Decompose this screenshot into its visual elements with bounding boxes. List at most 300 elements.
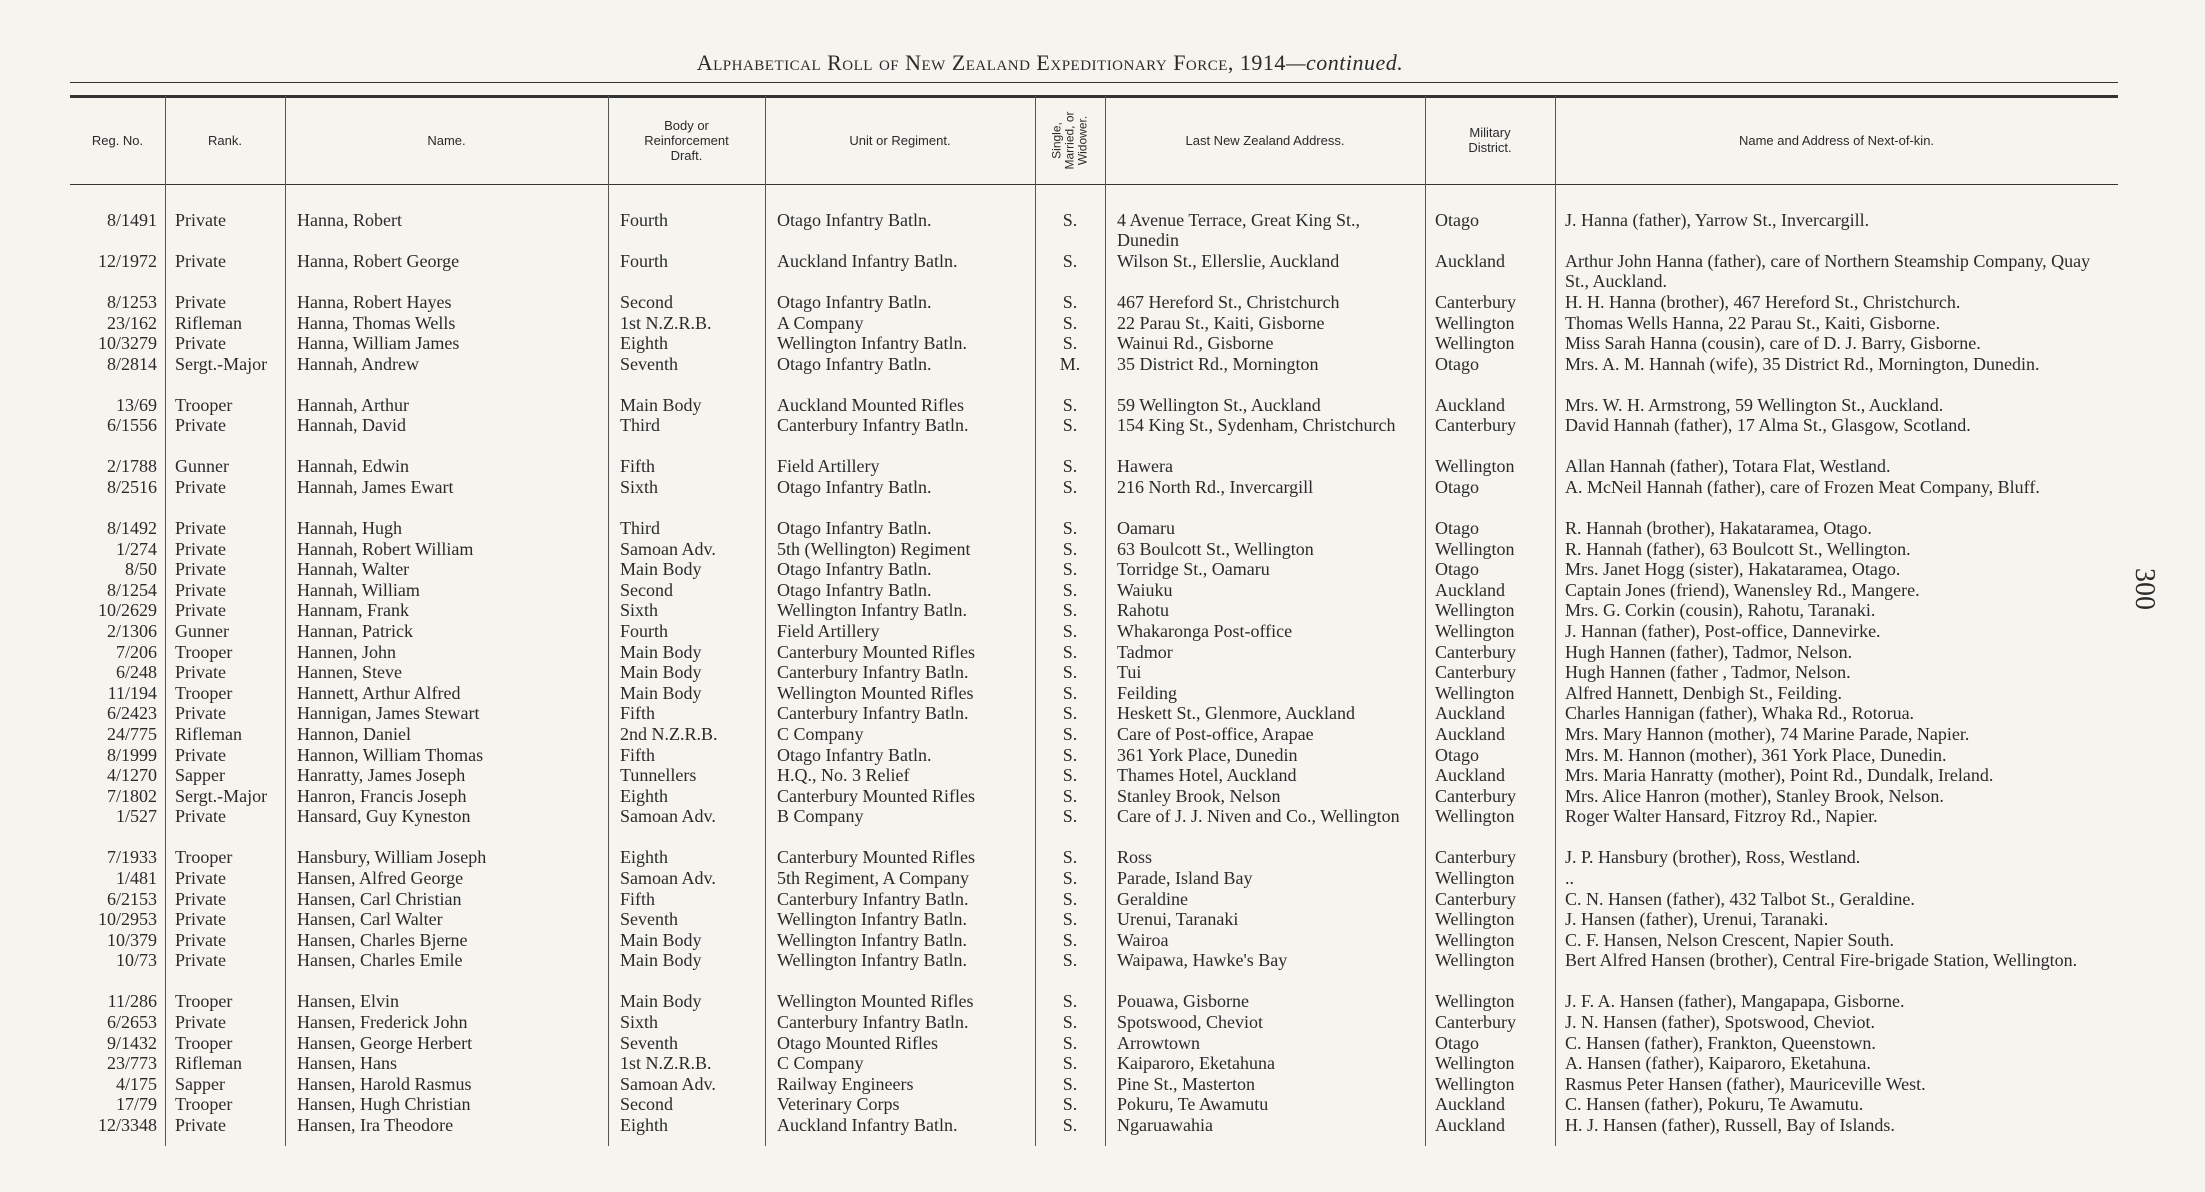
- cell-district: Wellington: [1435, 1053, 1515, 1074]
- cell-body: Eighth: [620, 1115, 668, 1135]
- cell-status: S.: [1062, 785, 1078, 806]
- cell-address: Pokuru, Te Awamutu: [1117, 1094, 1269, 1115]
- cell-body: Second: [620, 579, 673, 600]
- cell-district: Wellington: [1435, 1073, 1515, 1094]
- cell-body: Main Body: [620, 641, 702, 662]
- cell-body: Eighth: [620, 847, 668, 868]
- cell-address: 59 Wellington St., Auckland: [1117, 394, 1321, 415]
- cell-district: Canterbury: [1435, 415, 1516, 436]
- cell-unit: Wellington Infantry Batln.: [777, 929, 968, 950]
- cell-body: Main Body: [620, 950, 702, 971]
- header-status: Single, Married, or Widower.: [1049, 110, 1090, 170]
- cell-reg-no: 11/286: [107, 991, 157, 1012]
- cell-kin: Hugh Hannen (father), Tadmor, Nelson.: [1565, 641, 1853, 662]
- cell-rank: Trooper: [175, 1032, 233, 1053]
- cell-name: Hannah, William: [297, 579, 420, 600]
- cell-district: Otago: [1435, 210, 1479, 230]
- cell-address: 154 King St., Sydenham, Christchurch: [1117, 415, 1396, 436]
- cell-name: Hanratty, James Joseph: [297, 765, 466, 786]
- cell-name: Hanron, Francis Joseph: [297, 785, 467, 806]
- cell-district: Wellington: [1435, 991, 1515, 1012]
- cell-unit: Otago Infantry Batln.: [777, 518, 932, 538]
- cell-status: S.: [1062, 415, 1078, 436]
- cell-address: Whakaronga Post-office: [1117, 621, 1293, 641]
- header-unit: Unit or Regiment.: [849, 132, 951, 148]
- cell-district: Wellington: [1435, 806, 1515, 827]
- table-header: [70, 96, 2118, 185]
- cell-name: Hannah, Hugh: [297, 518, 402, 538]
- cell-rank: Trooper: [175, 847, 233, 868]
- cell-reg-no: 6/1556: [106, 415, 157, 436]
- cell-rank: Gunner: [175, 621, 229, 641]
- cell-reg-no: 8/1254: [106, 579, 157, 600]
- cell-reg-no: 9/1432: [106, 1032, 157, 1053]
- cell-unit: Otago Infantry Batln.: [777, 744, 932, 765]
- cell-reg-no: 10/2629: [97, 600, 157, 621]
- cell-kin: H. H. Hanna (brother), 467 Hereford St., Christchurch.: [1565, 292, 1961, 312]
- cell-reg-no: 8/50: [124, 559, 157, 580]
- cell-reg-no: 7/1933: [106, 847, 157, 868]
- cell-rank: Private: [175, 600, 226, 621]
- cell-reg-no: 10/3279: [97, 333, 157, 354]
- cell-name: Hannan, Patrick: [297, 621, 413, 641]
- cell-address: Ross: [1117, 847, 1153, 868]
- cell-reg-no: 8/2516: [106, 477, 157, 497]
- cell-unit: Canterbury Infantry Batln.: [777, 703, 969, 724]
- cell-reg-no: 1/527: [115, 806, 157, 827]
- cell-status: S.: [1062, 888, 1078, 909]
- cell-district: Wellington: [1435, 621, 1515, 641]
- cell-address: Waiuku: [1117, 579, 1173, 600]
- cell-address: 216 North Rd., Invercargill: [1117, 477, 1314, 497]
- cell-unit: Wellington Mounted Rifles: [777, 991, 974, 1012]
- cell-address: Stanley Brook, Nelson: [1117, 785, 1281, 806]
- title-continued: —continued.: [1285, 50, 1404, 75]
- cell-reg-no: 6/2153: [106, 888, 157, 909]
- cell-reg-no: 6/248: [115, 662, 157, 683]
- cell-name: Hannett, Arthur Alfred: [297, 682, 461, 703]
- cell-reg-no: 1/481: [115, 868, 157, 888]
- cell-district: Canterbury: [1435, 888, 1516, 909]
- cell-reg-no: 8/1253: [106, 292, 157, 312]
- cell-kin: A. Hansen (father), Kaiparoro, Eketahuna.: [1565, 1053, 1871, 1074]
- cell-name: Hansen, Elvin: [297, 991, 399, 1012]
- column-rule: [608, 96, 609, 1146]
- page-title: [0, 50, 2100, 76]
- cell-kin: David Hannah (father), 17 Alma St., Glasgow, Scotland.: [1565, 415, 1971, 436]
- cell-kin: J. Hansen (father), Urenui, Taranaki.: [1565, 909, 1829, 930]
- cell-kin: ..: [1565, 868, 1574, 888]
- cell-body: 2nd N.Z.R.B.: [620, 724, 718, 744]
- cell-status: S.: [1062, 847, 1078, 868]
- cell-name: Hanna, Robert Hayes: [297, 292, 452, 312]
- cell-body: Third: [620, 415, 660, 436]
- cell-rank: Private: [175, 415, 226, 436]
- cell-unit: Railway Engineers: [777, 1073, 914, 1094]
- cell-kin: Thomas Wells Hanna, 22 Parau St., Kaiti, Gisborne.: [1565, 312, 1941, 333]
- cell-status: S.: [1062, 477, 1078, 497]
- cell-rank: Private: [175, 251, 226, 271]
- cell-body: Main Body: [620, 662, 702, 683]
- cell-name: Hannon, William Thomas: [297, 744, 484, 765]
- cell-body: Sixth: [620, 477, 659, 497]
- cell-name: Hansen, Carl Walter: [297, 909, 443, 930]
- cell-unit: Wellington Infantry Batln.: [777, 600, 968, 621]
- cell-kin: R. Hannah (brother), Hakataramea, Otago.: [1565, 518, 1872, 538]
- cell-kin: Mrs. Janet Hogg (sister), Hakataramea, Otago.: [1565, 559, 1901, 580]
- cell-reg-no: 1/274: [115, 538, 157, 559]
- cell-status: S.: [1062, 1073, 1078, 1094]
- cell-address: Pouawa, Gisborne: [1117, 991, 1249, 1012]
- cell-rank: Private: [175, 744, 226, 765]
- cell-body: Main Body: [620, 991, 702, 1012]
- cell-body: Samoan Adv.: [620, 868, 716, 888]
- cell-unit: Canterbury Infantry Batln.: [777, 415, 969, 436]
- header-name: Name.: [427, 132, 466, 148]
- cell-body: Eighth: [620, 333, 668, 354]
- cell-rank: Private: [175, 806, 226, 827]
- cell-reg-no: 12/3348: [97, 1115, 157, 1135]
- cell-body: Second: [620, 292, 673, 312]
- cell-reg-no: 10/379: [106, 929, 157, 950]
- cell-district: Otago: [1435, 1032, 1479, 1053]
- cell-reg-no: 11/194: [107, 682, 157, 703]
- cell-status: S.: [1062, 909, 1078, 930]
- cell-body: Fifth: [620, 703, 656, 724]
- cell-address: Rahotu: [1117, 600, 1169, 621]
- cell-unit: Canterbury Mounted Rifles: [777, 641, 975, 662]
- cell-address: Care of Post-office, Arapae: [1117, 724, 1314, 744]
- cell-address: 35 District Rd., Mornington: [1117, 353, 1319, 374]
- cell-reg-no: 6/2653: [106, 1012, 157, 1032]
- cell-reg-no: 7/1802: [106, 785, 157, 806]
- cell-name: Hansen, Frederick John: [297, 1012, 468, 1032]
- cell-district: Canterbury: [1435, 847, 1516, 868]
- cell-district: Wellington: [1435, 333, 1515, 354]
- cell-reg-no: 23/773: [106, 1053, 157, 1074]
- cell-address: Urenui, Taranaki: [1117, 909, 1239, 930]
- header-address: Last New Zealand Address.: [1185, 132, 1345, 148]
- cell-address: Oamaru: [1117, 518, 1175, 538]
- cell-unit: C Company: [777, 724, 864, 744]
- cell-status: S.: [1062, 991, 1078, 1012]
- cell-address: Feilding: [1117, 682, 1178, 703]
- cell-rank: Trooper: [175, 394, 233, 415]
- cell-reg-no: 7/206: [115, 641, 157, 662]
- column-rule: [285, 96, 286, 1146]
- cell-reg-no: 6/2423: [106, 703, 157, 724]
- cell-rank: Gunner: [175, 456, 229, 477]
- cell-body: Samoan Adv.: [620, 538, 716, 559]
- cell-unit: Field Artillery: [777, 621, 880, 641]
- cell-name: Hansen, Ira Theodore: [297, 1115, 454, 1135]
- cell-name: Hannah, David: [297, 415, 406, 436]
- cell-district: Wellington: [1435, 868, 1515, 888]
- cell-kin: Captain Jones (friend), Wanensley Rd., Mangere.: [1565, 579, 1920, 600]
- cell-name: Hannah, Robert William: [297, 538, 474, 559]
- cell-status: S.: [1062, 579, 1078, 600]
- cell-status: S.: [1062, 559, 1078, 580]
- cell-kin: Mrs. Alice Hanron (mother), Stanley Brook, Nelson.: [1565, 785, 1944, 806]
- cell-district: Canterbury: [1435, 1012, 1516, 1032]
- cell-district: Otago: [1435, 477, 1479, 497]
- cell-reg-no: 4/175: [115, 1073, 157, 1094]
- cell-reg-no: 2/1306: [106, 621, 157, 641]
- cell-rank: Private: [175, 888, 226, 909]
- cell-address: Geraldine: [1117, 888, 1188, 909]
- top-rule: [70, 82, 2118, 83]
- cell-kin: J. P. Hansbury (brother), Ross, Westland.: [1565, 847, 1861, 868]
- cell-unit: Canterbury Mounted Rifles: [777, 785, 975, 806]
- cell-kin: J. N. Hansen (father), Spotswood, Cheviot.: [1565, 1012, 1875, 1032]
- cell-district: Wellington: [1435, 538, 1515, 559]
- cell-kin: H. J. Hansen (father), Russell, Bay of Islands.: [1565, 1115, 1895, 1135]
- cell-body: Tunnellers: [620, 765, 697, 786]
- cell-status: S.: [1062, 929, 1078, 950]
- cell-rank: Private: [175, 333, 226, 354]
- cell-address: Pine St., Masterton: [1117, 1073, 1255, 1094]
- cell-rank: Trooper: [175, 1094, 233, 1115]
- cell-status: S.: [1062, 538, 1078, 559]
- cell-status: S.: [1062, 518, 1078, 538]
- cell-unit: Auckland Mounted Rifles: [777, 394, 964, 415]
- cell-district: Wellington: [1435, 929, 1515, 950]
- column-rule: [165, 96, 166, 1146]
- cell-body: Fourth: [620, 621, 669, 641]
- cell-name: Hansen, Alfred George: [297, 868, 464, 888]
- cell-rank: Private: [175, 929, 226, 950]
- cell-name: Hannon, Daniel: [297, 724, 411, 744]
- cell-body: Third: [620, 518, 660, 538]
- cell-name: Hansen, Charles Bjerne: [297, 929, 468, 950]
- cell-name: Hannigan, James Stewart: [297, 703, 480, 724]
- cell-body: Samoan Adv.: [620, 806, 716, 827]
- cell-district: Wellington: [1435, 909, 1515, 930]
- cell-district: Wellington: [1435, 600, 1515, 621]
- cell-district: Auckland: [1435, 703, 1505, 724]
- cell-name: Hansen, George Herbert: [297, 1032, 473, 1053]
- header-rank: Rank.: [208, 132, 242, 148]
- title-main: Alphabetical Roll of New Zealand Expeditionary Force, 1914: [696, 50, 1286, 75]
- cell-rank: Sapper: [175, 765, 225, 786]
- cell-address: 63 Boulcott St., Wellington: [1117, 538, 1314, 559]
- cell-address: Wairoa: [1117, 929, 1169, 950]
- cell-kin: Arthur John Hanna (father), care of Northern Steamship Company, Quay St., Auckland.: [1565, 251, 2091, 291]
- cell-address: 22 Parau St., Kaiti, Gisborne: [1117, 312, 1325, 333]
- cell-district: Otago: [1435, 353, 1479, 374]
- cell-name: Hannah, Edwin: [297, 456, 409, 477]
- cell-kin: Rasmus Peter Hansen (father), Mauriceville West.: [1565, 1073, 1926, 1094]
- cell-unit: Auckland Infantry Batln.: [777, 1115, 958, 1135]
- cell-kin: C. N. Hansen (father), 432 Talbot St., Geraldine.: [1565, 888, 1915, 909]
- cell-unit: Otago Infantry Batln.: [777, 477, 932, 497]
- cell-rank: Rifleman: [175, 1053, 242, 1074]
- cell-reg-no: 13/69: [115, 394, 157, 415]
- cell-address: Hawera: [1117, 456, 1173, 477]
- cell-kin: Allan Hannah (father), Totara Flat, Westland.: [1565, 456, 1891, 477]
- cell-address: Tadmor: [1117, 641, 1173, 662]
- cell-name: Hannam, Frank: [297, 600, 409, 621]
- cell-rank: Trooper: [175, 991, 233, 1012]
- column-rule: [1555, 96, 1556, 1146]
- column-rule: [1105, 96, 1106, 1146]
- cell-district: Otago: [1435, 518, 1479, 538]
- cell-status: S.: [1062, 744, 1078, 765]
- cell-name: Hansard, Guy Kyneston: [297, 806, 471, 827]
- cell-name: Hanna, Robert: [297, 210, 402, 230]
- cell-reg-no: 8/1492: [106, 518, 157, 538]
- cell-body: 1st N.Z.R.B.: [620, 312, 712, 333]
- cell-rank: Sergt.-Major: [175, 785, 268, 806]
- cell-rank: Rifleman: [175, 312, 242, 333]
- cell-unit: Otago Infantry Batln.: [777, 559, 932, 580]
- header-body: Body or Reinforcement Draft.: [644, 117, 729, 163]
- cell-address: Ngaruawahia: [1117, 1115, 1213, 1135]
- cell-status: S.: [1062, 765, 1078, 786]
- cell-unit: Otago Infantry Batln.: [777, 579, 932, 600]
- cell-reg-no: 10/73: [115, 950, 157, 971]
- cell-district: Canterbury: [1435, 785, 1516, 806]
- cell-unit: Otago Mounted Rifles: [777, 1032, 938, 1053]
- cell-district: Canterbury: [1435, 292, 1516, 312]
- cell-body: Seventh: [620, 353, 678, 374]
- cell-unit: 5th Regiment, A Company: [777, 868, 969, 888]
- cell-reg-no: 23/162: [106, 312, 157, 333]
- cell-status: S.: [1062, 1032, 1078, 1053]
- cell-rank: Private: [175, 909, 226, 930]
- cell-address: Care of J. J. Niven and Co., Wellington: [1117, 806, 1400, 827]
- cell-kin: C. Hansen (father), Frankton, Queenstown.: [1565, 1032, 1876, 1053]
- cell-rank: Private: [175, 1012, 226, 1032]
- cell-status: S.: [1062, 621, 1078, 641]
- cell-name: Hanna, Robert George: [297, 251, 460, 271]
- cell-status: S.: [1062, 950, 1078, 971]
- cell-status: S.: [1062, 333, 1078, 354]
- cell-kin: J. Hanna (father), Yarrow St., Invercargill.: [1565, 210, 1870, 230]
- cell-unit: Veterinary Corps: [777, 1094, 900, 1115]
- cell-rank: Private: [175, 1115, 226, 1135]
- cell-district: Auckland: [1435, 251, 1505, 271]
- cell-unit: Otago Infantry Batln.: [777, 210, 932, 230]
- cell-unit: C Company: [777, 1053, 864, 1074]
- cell-body: Seventh: [620, 909, 678, 930]
- cell-body: Main Body: [620, 559, 702, 580]
- cell-unit: Otago Infantry Batln.: [777, 353, 932, 374]
- header-reg-no: Reg. No.: [91, 132, 144, 148]
- cell-body: Fourth: [620, 210, 669, 230]
- cell-kin: Hugh Hannen (father , Tadmor, Nelson.: [1565, 662, 1851, 683]
- cell-status: S.: [1062, 806, 1078, 827]
- cell-unit: 5th (Wellington) Regiment: [777, 538, 971, 559]
- cell-address: Wilson St., Ellerslie, Auckland: [1117, 251, 1340, 271]
- cell-district: Canterbury: [1435, 662, 1516, 683]
- cell-status: S.: [1062, 251, 1078, 271]
- cell-reg-no: 8/1491: [106, 210, 157, 230]
- cell-rank: Private: [175, 662, 226, 683]
- cell-kin: Mrs. W. H. Armstrong, 59 Wellington St., Auckland.: [1565, 394, 1944, 415]
- cell-district: Wellington: [1435, 950, 1515, 971]
- column-rule: [765, 96, 766, 1146]
- cell-rank: Private: [175, 210, 226, 230]
- cell-kin: R. Hannah (father), 63 Boulcott St., Wellington.: [1565, 538, 1911, 559]
- cell-address: Arrowtown: [1117, 1032, 1200, 1053]
- cell-status: S.: [1062, 1094, 1078, 1115]
- cell-kin: Alfred Hannett, Denbigh St., Feilding.: [1565, 682, 1842, 703]
- cell-reg-no: 24/775: [106, 724, 157, 744]
- cell-name: Hannah, James Ewart: [297, 477, 454, 497]
- cell-district: Auckland: [1435, 579, 1505, 600]
- cell-body: Main Body: [620, 682, 702, 703]
- cell-district: Wellington: [1435, 682, 1515, 703]
- cell-kin: Bert Alfred Hansen (brother), Central Fire-brigade Station, Wellington.: [1565, 950, 2078, 971]
- column-rule: [1425, 96, 1426, 1146]
- cell-status: S.: [1062, 868, 1078, 888]
- cell-kin: Miss Sarah Hanna (cousin), care of D. J. Barry, Gisborne.: [1565, 333, 1981, 354]
- cell-rank: Private: [175, 950, 226, 971]
- cell-unit: A Company: [777, 312, 864, 333]
- cell-body: Fifth: [620, 456, 656, 477]
- cell-kin: A. McNeil Hannah (father), care of Frozen Meat Company, Bluff.: [1565, 477, 2040, 497]
- cell-rank: Private: [175, 559, 226, 580]
- cell-rank: Rifleman: [175, 724, 242, 744]
- cell-reg-no: 10/2953: [97, 909, 157, 930]
- cell-body: Sixth: [620, 600, 659, 621]
- cell-address: Waipawa, Hawke's Bay: [1117, 950, 1288, 971]
- page-number: 300: [2129, 568, 2160, 610]
- cell-status: S.: [1062, 394, 1078, 415]
- header-district: Military District.: [1468, 125, 1512, 155]
- cell-body: Sixth: [620, 1012, 659, 1032]
- cell-kin: Charles Hannigan (father), Whaka Rd., Rotorua.: [1565, 703, 1915, 724]
- cell-reg-no: 17/79: [115, 1094, 157, 1115]
- cell-reg-no: 8/1999: [106, 744, 157, 765]
- cell-body: Seventh: [620, 1032, 678, 1053]
- cell-body: 1st N.Z.R.B.: [620, 1053, 712, 1074]
- cell-unit: Auckland Infantry Batln.: [777, 251, 958, 271]
- cell-name: Hansen, Charles Emile: [297, 950, 463, 971]
- cell-unit: H.Q., No. 3 Relief: [777, 765, 910, 786]
- cell-district: Auckland: [1435, 1115, 1505, 1135]
- cell-kin: Mrs. A. M. Hannah (wife), 35 District Rd., Mornington, Dunedin.: [1565, 353, 2040, 374]
- cell-body: Main Body: [620, 394, 702, 415]
- cell-rank: Private: [175, 518, 226, 538]
- cell-kin: C. Hansen (father), Pokuru, Te Awamutu.: [1565, 1094, 1864, 1115]
- cell-name: Hansen, Hans: [297, 1053, 397, 1074]
- cell-body: Eighth: [620, 785, 668, 806]
- cell-status: S.: [1062, 703, 1078, 724]
- cell-address: Parade, Island Bay: [1117, 868, 1253, 888]
- cell-unit: Wellington Infantry Batln.: [777, 909, 968, 930]
- cell-address: 467 Hereford St., Christchurch: [1117, 292, 1340, 312]
- cell-name: Hanna, William James: [297, 333, 460, 354]
- cell-name: Hannah, Arthur: [297, 394, 409, 415]
- cell-address: Tui: [1117, 662, 1142, 683]
- cell-body: Main Body: [620, 929, 702, 950]
- cell-district: Auckland: [1435, 765, 1505, 786]
- cell-status: S.: [1062, 210, 1078, 230]
- cell-address: Torridge St., Oamaru: [1117, 559, 1270, 580]
- cell-name: Hannen, Steve: [297, 662, 402, 683]
- cell-district: Auckland: [1435, 724, 1505, 744]
- cell-address: Thames Hotel, Auckland: [1117, 765, 1297, 786]
- cell-body: Fifth: [620, 744, 656, 765]
- cell-district: Canterbury: [1435, 641, 1516, 662]
- cell-district: Otago: [1435, 559, 1479, 580]
- cell-district: Auckland: [1435, 1094, 1505, 1115]
- cell-kin: J. Hannan (father), Post-office, Dannevirke.: [1565, 621, 1881, 641]
- cell-status: S.: [1062, 662, 1078, 683]
- cell-body: Second: [620, 1094, 673, 1115]
